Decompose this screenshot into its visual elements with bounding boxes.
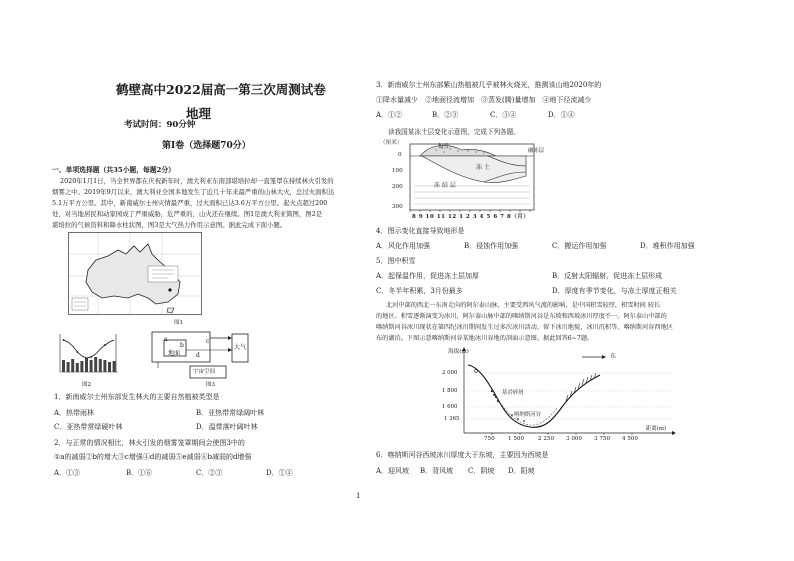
figure2-label: 图2 bbox=[82, 382, 91, 388]
valley-label-debris: 基岩碎屑 bbox=[502, 390, 524, 396]
frozen-months: 8 9 10 11 12 1 2 3 4 5 6 7 8（月） bbox=[412, 214, 530, 220]
question2-option-d[interactable]: D．①④ bbox=[266, 469, 293, 477]
passage-line: 北河中部的西北一东南走向的阿尔泰山脉，主要受西风气流的影响，是中国积雪较厚，积雪时间 较长 bbox=[386, 302, 661, 309]
question6-option-a[interactable]: A．迎风坡 bbox=[376, 467, 410, 475]
part1-heading: 第Ⅰ卷（选择题70分） bbox=[162, 141, 251, 151]
question5-stem: 5．图中积雪 bbox=[376, 257, 416, 265]
question4-option-b[interactable]: B．侵蚀作用加强 bbox=[464, 242, 519, 250]
fig3-label-d: d bbox=[196, 352, 200, 359]
subject-title: 地理 bbox=[186, 106, 212, 121]
question1-option-a[interactable]: A．热带雨林 bbox=[54, 409, 95, 417]
valley-xlabel: 距离(m) bbox=[646, 426, 667, 432]
exam-title: 鹤壁高中2022届高一第三次周测试卷 bbox=[116, 82, 326, 97]
question6-option-b[interactable]: B．背风坡 bbox=[420, 467, 454, 475]
question1-option-b[interactable]: B．亚热带常绿阔叶林 bbox=[196, 409, 265, 417]
question4-option-c[interactable]: C．搬运作用加强 bbox=[552, 242, 607, 250]
frozen-label-snow: 积雪 bbox=[438, 144, 449, 150]
frozen-ytick: 300 bbox=[392, 204, 403, 210]
question3-option-d[interactable]: D．①④ bbox=[548, 111, 575, 119]
passage-line: 布的湖泊。下图示意喀纳斯河谷某地冰川谷地的剖面示意图。据此回答6~7题。 bbox=[376, 335, 594, 342]
fig3-label-atm: 大气 bbox=[234, 344, 247, 351]
question2-option-a[interactable]: A．①③ bbox=[54, 469, 81, 477]
question1-option-d[interactable]: D．温带落叶阔叶林 bbox=[196, 423, 258, 431]
question5-option-b[interactable]: B．反射太阳辐射，促进冻土层形成 bbox=[552, 272, 663, 280]
valley-label-river: 喀纳斯河谷 bbox=[514, 412, 541, 418]
question2-option-c[interactable]: C．②③ bbox=[196, 469, 223, 477]
question3-option-b[interactable]: B．②③ bbox=[432, 111, 459, 119]
valley-xtick: 750 bbox=[484, 436, 495, 442]
frozen-label-melt: 融冻层 bbox=[528, 148, 545, 154]
question2-items: ①a的减弱②b的增大③c增强④d的减弱⑤e减弱⑥b减弱的d增强 bbox=[54, 453, 252, 461]
valley-xtick: 3 750 bbox=[594, 436, 611, 442]
figure1-label: 图1 bbox=[174, 320, 183, 326]
question5-option-d[interactable]: D．厚度有季节变化，与冻土厚度正相关 bbox=[552, 287, 677, 295]
valley-ytick: 1 365 bbox=[444, 416, 460, 422]
question6-option-c[interactable]: C．阴坡 bbox=[468, 467, 495, 475]
valley-xtick: 1 500 bbox=[508, 436, 525, 442]
frozen-ytick: 0 bbox=[398, 152, 402, 158]
valley-xtick: 2 250 bbox=[538, 436, 555, 442]
valley-xtick: 3 000 bbox=[566, 436, 583, 442]
valley-ytick: 1 600 bbox=[442, 404, 458, 410]
valley-xtick: 4 500 bbox=[622, 436, 639, 442]
frozen-ylabel: （厘米） bbox=[380, 140, 403, 146]
question6-option-d[interactable]: D．阳坡 bbox=[508, 467, 535, 475]
question3-option-c[interactable]: C．③④ bbox=[490, 111, 517, 119]
section1-heading: 一、单项选择题（共35小题，每题2分） bbox=[52, 166, 175, 174]
question5-option-a[interactable]: A．起保温作用，促进冻土层加厚 bbox=[376, 272, 480, 280]
question1-stem: 1．新南威尔士州东部发生林火的主要自然植被类型是 bbox=[54, 393, 220, 401]
question4-stem: 4．图示变化直接导致地形是 bbox=[376, 227, 465, 235]
valley-ylabel: 海拔(m) bbox=[448, 349, 469, 355]
frozen-label-frozen: 冻 土 bbox=[476, 164, 490, 171]
passage-line: 堪培拉的气候资料和降水柱状图，图3是大气热力作用示意图。据此完成下面小题。 bbox=[52, 221, 287, 229]
page-number: 1 bbox=[356, 492, 361, 500]
passage-line: 处，对当地居民和动家园成了严重威胁，危严重的，山火还在继续。图1是澳大利亚简图，图2是 bbox=[52, 210, 323, 218]
frozen-ytick: 100 bbox=[392, 168, 403, 174]
valley-ytick: 1 800 bbox=[442, 388, 458, 394]
question4-option-a[interactable]: A．风化作用加强 bbox=[376, 242, 431, 250]
figure2-climate-chart bbox=[54, 330, 122, 378]
question5-option-c[interactable]: C．冬半年积累，3月份最多 bbox=[376, 287, 463, 295]
fig3-label-b: b bbox=[180, 342, 184, 349]
valley-profile-chart bbox=[432, 345, 682, 445]
passage-line: 的地区。积雪逐渐演变为冰川，阿尔泰山脉中部的喀纳斯河谷是东坡和西坡冰川厚度不一。阿尔泰山中部的 bbox=[376, 313, 667, 320]
passage-line: 烟雾之中。2019年9月以来，澳大利亚全国多地发生了近几十年来最严重的山林大火，总过火面积达 bbox=[52, 188, 335, 196]
exam-time: 考试时间：90分钟 bbox=[124, 120, 196, 130]
question3-stem: 3．新南威尔士州东部紫山热植被几乎被林火烧光，推测该山地2020年的 bbox=[376, 81, 602, 89]
question2-stem: 2．与正常的情况相比，林火引发的烟雾笼罩期间会使图3中的 bbox=[54, 439, 245, 447]
fig3-label-c: c bbox=[206, 338, 210, 345]
valley-east-label: 东 bbox=[610, 353, 617, 360]
figure1-australia-map bbox=[68, 232, 202, 320]
passage-line: 2020年1月1日，当全世界都在庆祝新年时，澳大利亚东南部堪培拉却一直笼罩在持续林火引发的 bbox=[60, 177, 334, 185]
passage-line: 5.1万平方公里。其中，新南威尔士州灾情最严重，过火面积已达3.6万平方公里。起火点超过200 bbox=[52, 199, 328, 207]
frozen-soil-chart bbox=[380, 136, 550, 222]
passage-line: 喀纳斯河谷冰川现状在第四纪冰川期间发生过多次冰川活动，留下冰川地貌，冰川沉积等。喀纳斯河谷西地区 bbox=[376, 324, 673, 331]
question4-option-d[interactable]: D．堆积作用加强 bbox=[640, 242, 695, 250]
valley-ytick: 2 000 bbox=[442, 370, 458, 376]
question2-option-b[interactable]: B．①⑥ bbox=[126, 469, 153, 477]
fig3-label-a: a bbox=[164, 336, 168, 343]
question6-stem: 6．喀纳斯河谷西坡冰川厚度大于东坡，主要因为西坡是 bbox=[376, 451, 549, 459]
question3-option-a[interactable]: A．①② bbox=[376, 111, 403, 119]
figure3-label: 图3 bbox=[206, 382, 215, 388]
frozen-intro: 读我国某冻土层变化示意图，完成下列各题。 bbox=[388, 128, 520, 136]
question1-option-c[interactable]: C．亚热带常绿硬叶林 bbox=[54, 423, 123, 431]
frozen-label-perma: 冻 结 层 bbox=[434, 182, 456, 189]
fig3-label-ground: 地面 bbox=[168, 350, 181, 357]
frozen-ytick: 200 bbox=[392, 184, 403, 190]
fig3-label-space: 宇宙空间 bbox=[193, 369, 216, 375]
question3-items: ①降水量减少 ②地面径流增加 ③蒸发(腾)量增加 ④地下径流减少 bbox=[376, 96, 592, 104]
